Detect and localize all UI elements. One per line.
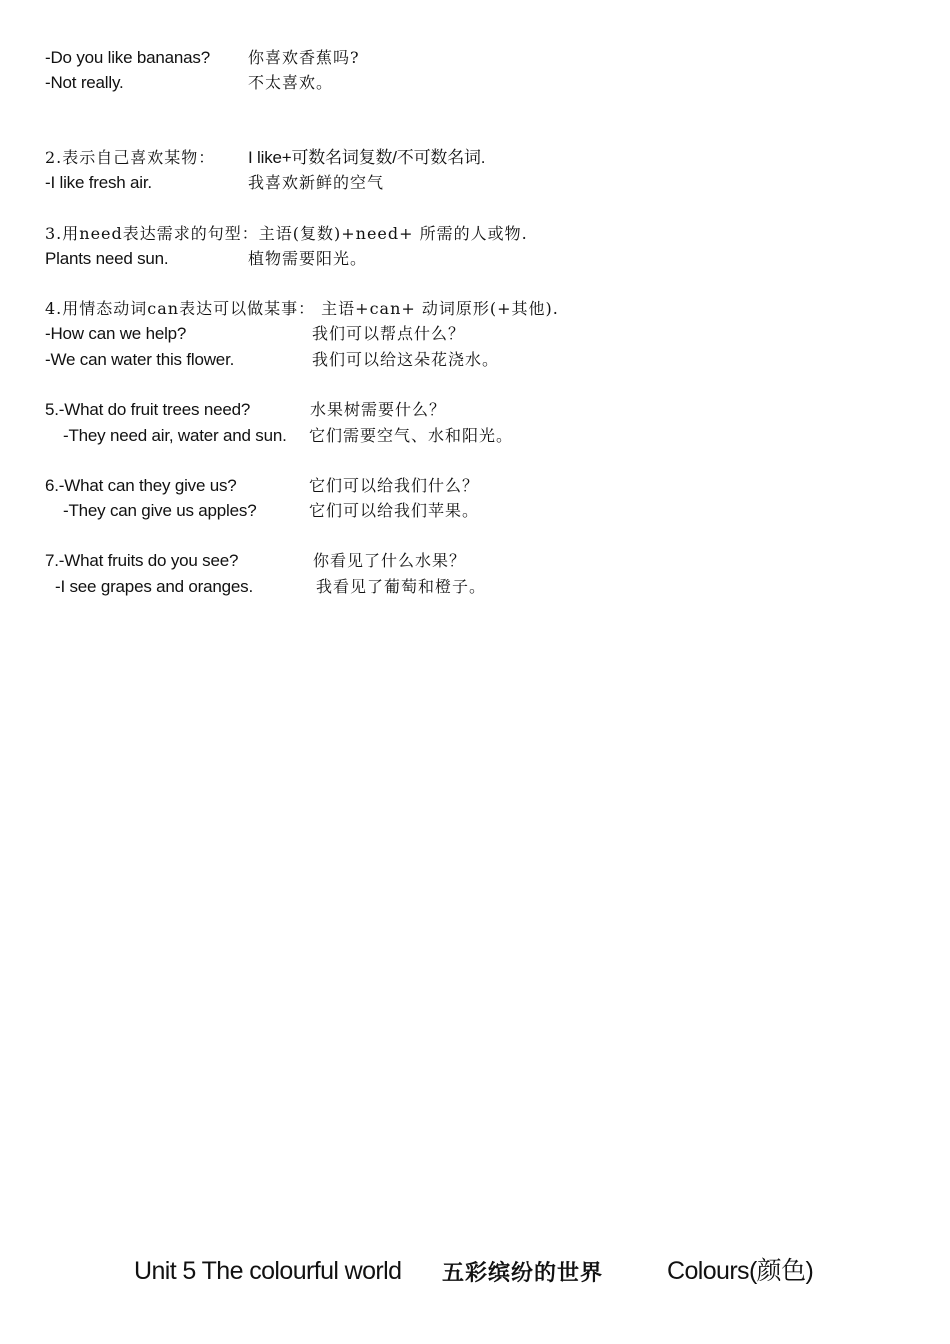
dialogue-question-translation: 它们可以给我们什么？: [309, 476, 480, 495]
dialogue-answer: -We can water this flower.: [45, 350, 235, 369]
dialogue-answer-translation: 它们可以给我们苹果。: [309, 501, 480, 520]
dialogue-answer: -I see grapes and oranges.: [55, 577, 253, 596]
dialogue-answer-translation: 我们可以给这朵花浇水。: [312, 350, 500, 369]
dialogue-question-translation: 水果树需要什么？: [310, 400, 447, 419]
dialogue-question: 5.-What do fruit trees need?: [45, 400, 251, 419]
example-sentence: -I like fresh air.: [45, 173, 152, 192]
dialogue-answer: -They need air, water and sun.: [63, 426, 287, 445]
example-sentence: Plants need sun.: [45, 249, 169, 268]
dialogue-question-translation: 你看见了什么水果？: [313, 551, 467, 570]
example-sentence-translation: 植物需要阳光。: [248, 249, 368, 268]
grammar-rule-pattern: I like+可数名词复数/不可数名词.: [248, 148, 486, 167]
dialogue-answer-translation: 不太喜欢。: [248, 73, 334, 92]
dialogue-question: 7.-What fruits do you see?: [45, 551, 239, 570]
grammar-rule-heading: 2.表示自己喜欢某物：: [45, 148, 216, 167]
unit-title: Unit 5 The colourful world: [134, 1257, 402, 1285]
dialogue-question: -How can we help?: [45, 324, 187, 343]
unit-title-chinese: 五彩缤纷的世界: [442, 1260, 604, 1286]
grammar-rule: 3.用need表达需求的句型：主语(复数)+need+ 所需的人或物.: [45, 224, 528, 243]
dialogue-question-translation: 我们可以帮点什么？: [312, 324, 466, 343]
dialogue-answer: -Not really.: [45, 73, 124, 92]
dialogue-question: 6.-What can they give us?: [45, 476, 237, 495]
grammar-rule: 4.用情态动词can表达可以做某事： 主语+can+ 动词原形(+其他).: [45, 299, 559, 318]
dialogue-question-translation: 你喜欢香蕉吗?: [248, 48, 360, 67]
dialogue-answer-translation: 它们需要空气、水和阳光。: [309, 426, 514, 445]
example-sentence-translation: 我喜欢新鲜的空气: [248, 173, 385, 192]
unit-topic: Colours(颜色): [667, 1257, 814, 1285]
dialogue-question: -Do you like bananas?: [45, 48, 210, 67]
dialogue-answer-translation: 我看见了葡萄和橙子。: [316, 577, 487, 596]
dialogue-answer: -They can give us apples?: [63, 501, 257, 520]
